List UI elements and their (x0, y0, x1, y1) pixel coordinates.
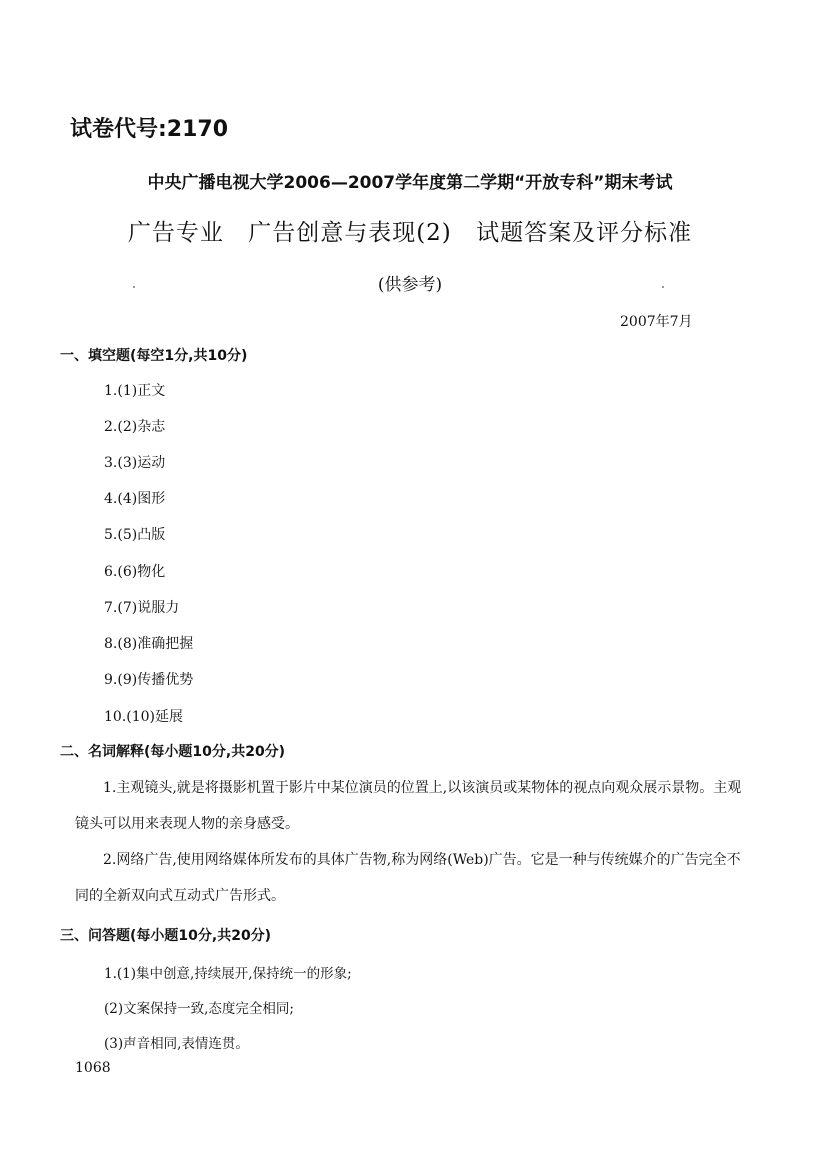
answer-item: 2.(2)杂志 (104, 419, 166, 435)
answer-line: (2)文案保持一致,态度完全相同; (104, 1001, 294, 1017)
answer-item: 8.(8)准确把握 (104, 636, 194, 652)
section-heading-questions: 三、问答题(每小题10分,共20分) (60, 928, 272, 944)
answer-item: 7.(7)说服力 (104, 600, 180, 616)
answer-item: 6.(6)物化 (104, 564, 166, 580)
answer-line: 1.(1)集中创意,持续展开,保持统一的形象; (104, 966, 352, 982)
exam-code: 试卷代号:2170 (70, 117, 229, 142)
definition-paragraph: 2.网络广告,使用网络媒体所发布的具体广告物,称为网络(Web)广告。它是一种与传统媒介的广告完全不同的全新双向式互动式广告形式。 (75, 852, 741, 904)
answer-line: (3)声音相同,表情连贯。 (104, 1036, 249, 1052)
scan-speck (662, 286, 664, 288)
exam-title: 中央广播电视大学2006—2007学年度第二学期“开放专科”期末考试 (147, 173, 673, 193)
section-heading-fill-in: 一、填空题(每空1分,共10分) (60, 348, 248, 364)
section-heading-definitions: 二、名词解释(每小题10分,共20分) (60, 744, 286, 760)
answer-item: 1.(1)正文 (104, 383, 166, 399)
answer-item: 10.(10)延展 (104, 709, 184, 725)
answer-item: 9.(9)传播优势 (104, 672, 194, 688)
answer-item: 5.(5)凸版 (104, 527, 166, 543)
scan-speck (133, 286, 135, 288)
definition-paragraph: 1.主观镜头,就是将摄影机置于影片中某位演员的位置上,以该演员或某物体的视点向观众展示景物。主观镜头可以用来表现人物的亲身感受。 (75, 780, 742, 832)
subject-title: 广告专业 广告创意与表现(2) 试题答案及评分标准 (127, 220, 693, 246)
exam-date: 2007年7月 (620, 314, 693, 330)
page-number: 1068 (75, 1060, 111, 1076)
reference-note: (供参考) (377, 275, 443, 295)
answer-item: 4.(4)图形 (104, 491, 166, 507)
answer-item: 3.(3)运动 (104, 455, 166, 471)
